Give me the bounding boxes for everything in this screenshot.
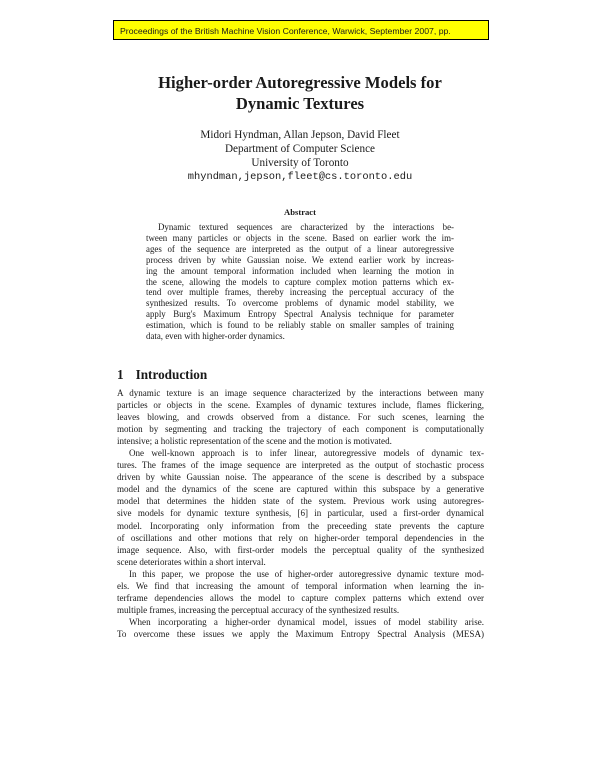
body-line: of oscillations and other motions that rely on higher-order temporal dependencies in the (117, 532, 484, 543)
author-names: Midori Hyndman, Allan Jepson, David Fleet (200, 129, 400, 141)
author-block (113, 128, 487, 184)
body-line: model that determines the hidden state of the system. Previous work using autoregres- (117, 496, 484, 507)
section-heading (117, 367, 207, 383)
abstract-text (146, 222, 454, 342)
abstract-line: estimation, which is found to be reliably stable on smaller samples of training (146, 320, 454, 331)
abstract-line: Dynamic textured sequences are characterized by the interactions be- (158, 222, 454, 232)
paper-title (113, 72, 487, 114)
section-title: Introduction (135, 367, 208, 382)
body-line: image sequence. Also, with first-order models the perceptual quality of the synthesized (117, 544, 484, 555)
abstract-line: synthesized results. To overcome problems of dynamic model stability, we (146, 298, 454, 309)
body-line: model and the dynamics of the scene are captured within this subspace by a generative (117, 484, 484, 495)
body-line: sive models for dynamic texture synthesis, [6] in particular, used a first-order dynamical (117, 508, 484, 519)
body-line: To overcome these issues we apply the Maximum Entropy Spectral Analysis (MESA) (117, 628, 484, 639)
body-line: scene deteriorates within a short interval. (117, 556, 266, 567)
abstract-line: process driven by white Gaussian noise. We extend earlier work by increas- (146, 254, 454, 265)
body-line: terframe dependencies allows the model to capture complex patterns which extend over (117, 592, 484, 603)
body-line: When incorporating a higher-order dynamical model, issues of model stability arise. (129, 616, 484, 627)
body-line: One well-known approach is to infer linear, autoregressive models of dynamic tex- (129, 448, 484, 459)
abstract-line: tween many particles or objects in the scene. Based on earlier work the im- (146, 232, 454, 243)
body-line: multiple frames, increasing the perceptual accuracy of the synthesized results. (117, 604, 400, 615)
body-line: intensive; a holistic representation of the scene and the motion is motivated. (117, 436, 392, 447)
body-line: leaves blowing, and crowds observed from a distance. For such scenes, learning the (117, 412, 484, 423)
body-line: motion by segmenting and tracking the trajectory of each component is computationally (117, 424, 484, 435)
body-text (117, 387, 484, 640)
proceedings-banner: Proceedings of the British Machine Vision Conference, Warwick, September 2007, pp. (113, 20, 489, 40)
abstract-line: data, even with higher-order dynamics. (146, 331, 285, 342)
author-email: mhyndman,jepson,fleet@cs.toronto.edu (187, 171, 413, 183)
body-line: model. Incorporating only information from the preceeding state prevents the capture (117, 520, 484, 531)
body-line: A dynamic texture is an image sequence characterized by the interactions between many (117, 388, 484, 398)
body-line: particles or objects in the scene. Examples of dynamic textures include, flames flickering, (117, 400, 484, 411)
abstract-line: tend over multiple frames, thereby increasing the perceptual accuracy of the (146, 287, 454, 298)
title-line: Dynamic Textures (235, 94, 365, 113)
abstract-line: the scene, allowing the models to capture complex motion patterns which ex- (146, 276, 454, 287)
title-line: Higher-order Autoregressive Models for (158, 73, 442, 92)
author-department: Department of Computer Science (224, 143, 376, 155)
section-number: 1 (117, 367, 124, 382)
body-line: tures. The frames of the image sequence are interpreted as the output of stochastic process (117, 460, 484, 471)
abstract-line: ing the amount temporal information included when learning the motion in (146, 265, 454, 276)
abstract-heading: Abstract (284, 207, 316, 217)
body-line: els. We find that increasing the amount of temporal information when learning the in- (117, 580, 484, 591)
abstract-line: apply Burg's Maximum Entropy Spectral Analysis technique for parameter (146, 309, 454, 320)
body-line: driven by white Gaussian noise. The appearance of the scene is described by a subspace (117, 472, 484, 483)
abstract-line: ages of the sequence are interpreted as the output of a linear autoregressive (146, 243, 454, 254)
body-line: In this paper, we propose the use of higher-order autoregressive dynamic texture mod- (129, 568, 484, 579)
author-university: University of Toronto (251, 157, 349, 169)
